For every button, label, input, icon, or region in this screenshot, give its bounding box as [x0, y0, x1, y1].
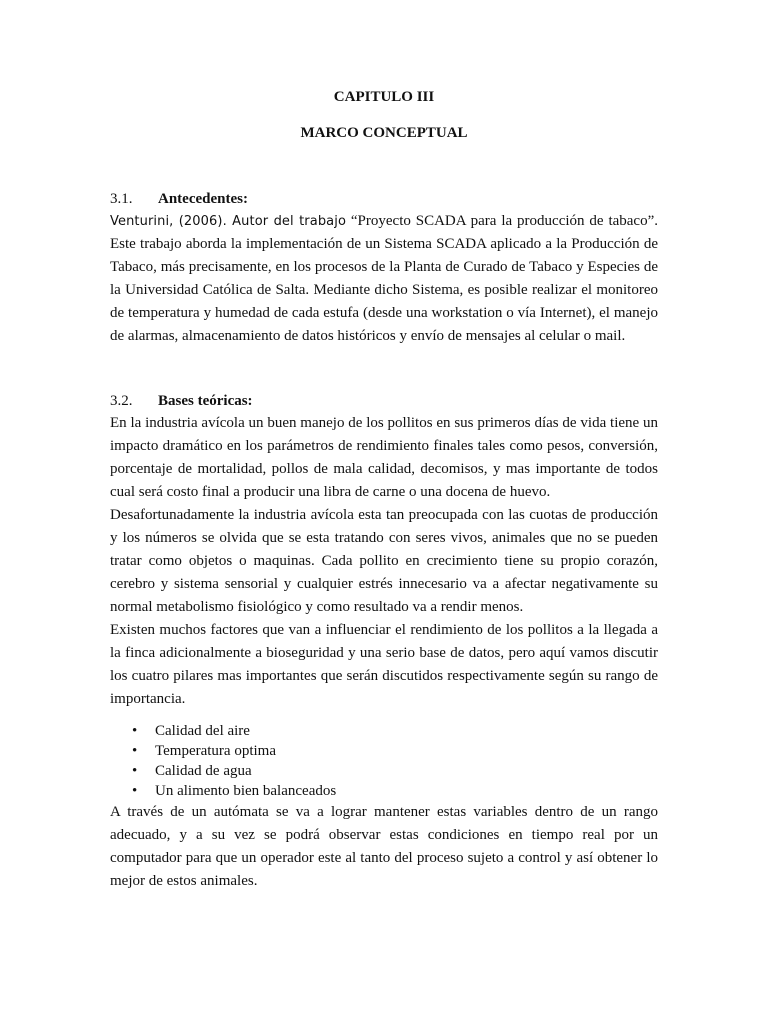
- document-content: [110, 86, 658, 893]
- list-item: • Temperatura optima: [132, 743, 276, 759]
- bases-paragraph-3: Existen muchos factores que van a influenciar el rendimiento de los pollitos a la llegada a la finca adicionalmente a bioseguridad y una serio base de datos, pero aquí vamos discutir los cuatro pilares mas importantes que serán discutidos respectivamente según su rango de importancia.: [110, 622, 658, 707]
- bullet-icon: •: [132, 763, 138, 779]
- bases-paragraph-1: En la industria avícola un buen manejo de los pollitos en sus primeros días de vida tiene un impacto dramático en los parámetros de rendimiento finales tales como pesos, conversión, porcentaje de mortalidad, pollos de mala calidad, decomisos, y mas importante de todos cual será costo final a producir una libra de carne o una docena de huevo.: [110, 415, 658, 500]
- section-heading-bases-teoricas: [110, 390, 658, 412]
- bases-paragraph-2: Desafortunadamente la industria avícola esta tan preocupada con las cuotas de producción y los números se olvida que se esta tratando con seres vivos, animales que no se pueden tratar como objetos o maquinas. Cada pollito en crecimiento tiene su propio corazón, cerebro y sistema sensorial y cualquier estrés innecesario va a afectar negativamente su normal metabolismo fisiológico y como resultado va a rendir menos.: [110, 507, 658, 615]
- bullet-icon: •: [132, 743, 138, 759]
- list-item: • Calidad del aire: [132, 723, 250, 739]
- section-number: 3.1.: [110, 191, 133, 207]
- list-item: • Un alimento bien balanceados: [132, 783, 337, 799]
- section-number: 3.2.: [110, 393, 133, 409]
- section-heading-antecedentes: [110, 188, 658, 210]
- list-item: • Calidad de agua: [132, 763, 252, 779]
- antecedentes-body-text: “Proyecto SCADA para la producción de tabaco”. Este trabajo aborda la implementación de un Sistema SCADA aplicado a la Producción de Tabaco, más precisamente, en los procesos de la Planta de Curado de Tabaco y Especies de la Universidad Católica de Salta. Mediante dicho Sistema, es posible realizar el monitoreo de temperatura y humedad de cada estufa (desde una workstation o vía Internet), el manejo de alarmas, almacenamiento de datos históricos y envío de mensajes al celular o mail.: [110, 213, 658, 344]
- bullet-icon: •: [132, 723, 138, 739]
- closing-paragraph: A través de un autómata se va a lograr mantener estas variables dentro de un rango adecuado, y a su vez se podrá observar estas condiciones en tiempo real por un computador para que un operador este al tanto del proceso sujeto a control y así obtener lo mejor de estos animales.: [110, 804, 658, 889]
- pillars-bullet-list: [110, 721, 658, 801]
- antecedentes-paragraph: [110, 210, 658, 348]
- section-title: Antecedentes:: [158, 191, 248, 207]
- bullet-icon: •: [132, 783, 138, 799]
- chapter-title: MARCO CONCEPTUAL: [300, 125, 468, 141]
- chapter-heading: CAPITULO III: [333, 89, 435, 105]
- handwritten-author-reference: Venturini, (2006). Autor del trabajo: [110, 214, 346, 229]
- section-title: Bases teóricas:: [158, 393, 253, 409]
